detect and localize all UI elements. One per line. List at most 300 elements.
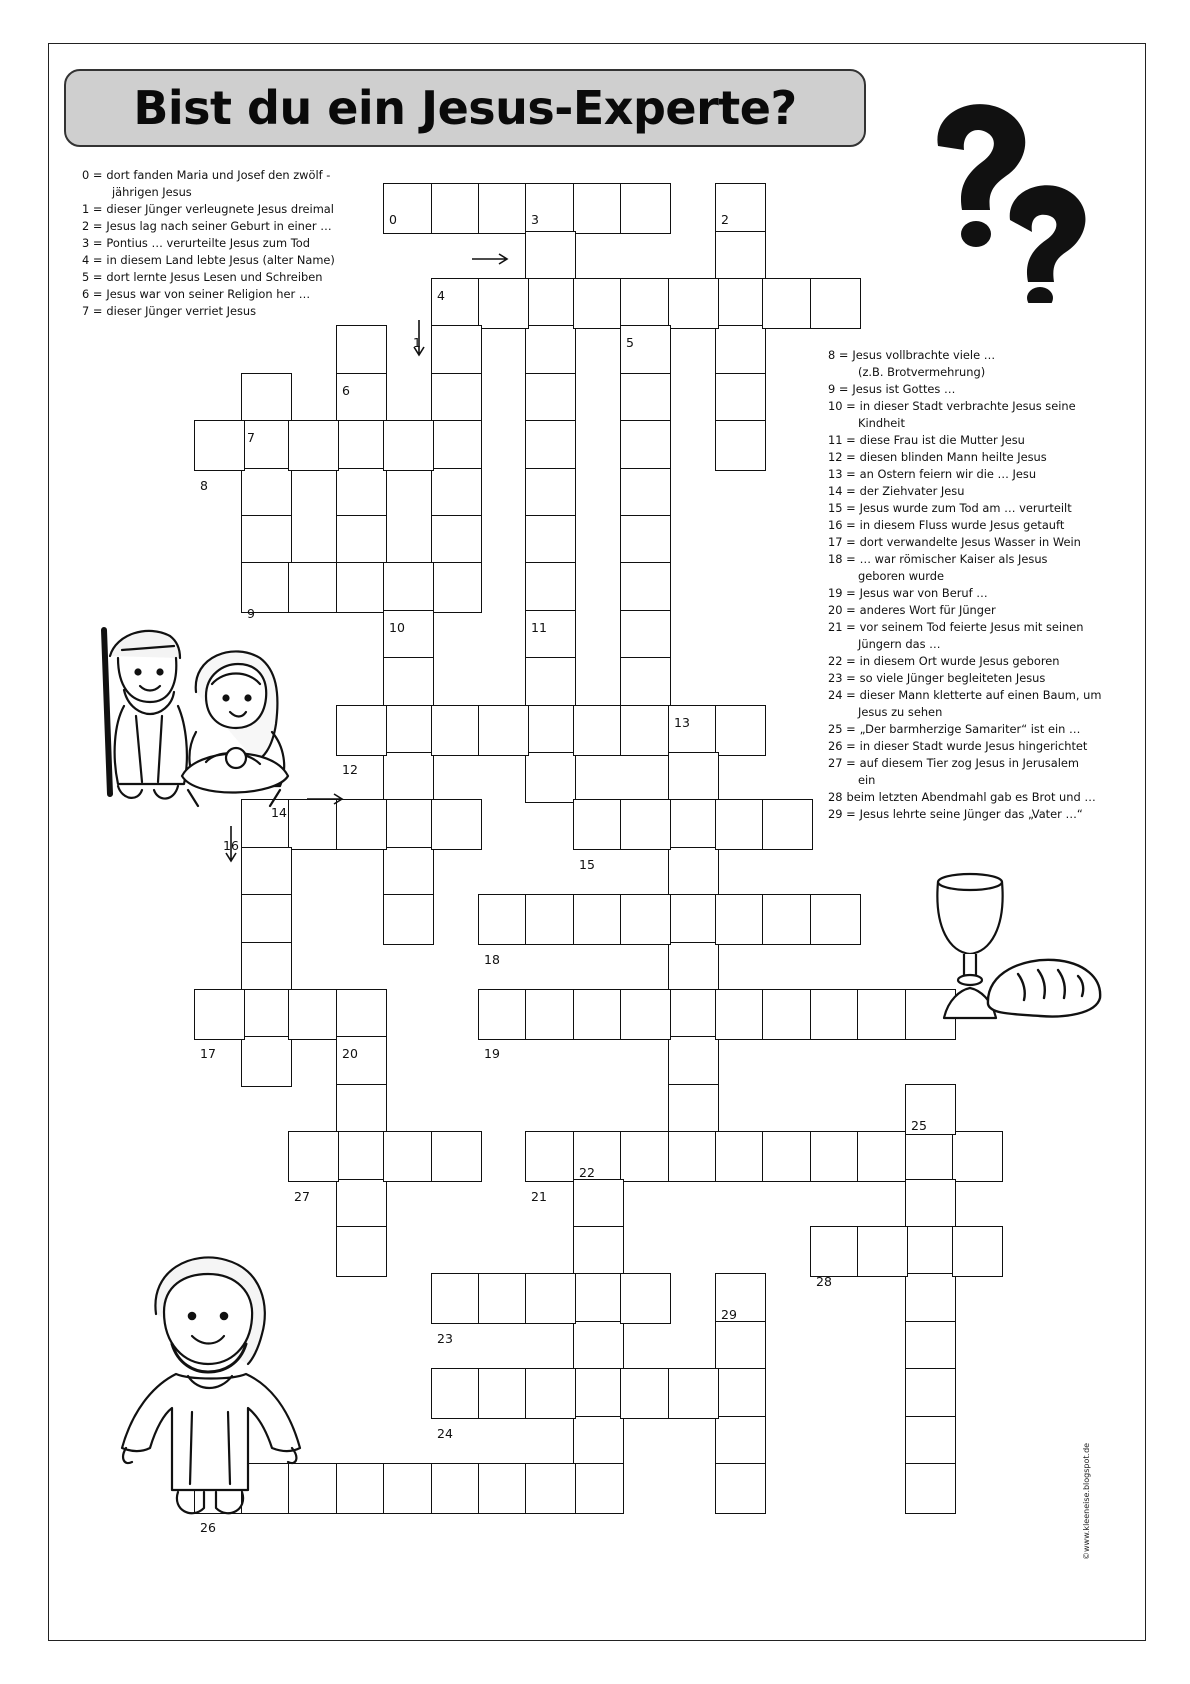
grid-cell[interactable] [620, 989, 671, 1040]
grid-cell[interactable] [241, 468, 292, 519]
grid-cell[interactable] [241, 894, 292, 945]
clue-number: 21 = [828, 620, 856, 634]
clue-number: 4 = [82, 253, 103, 267]
grid-cell[interactable] [573, 1179, 624, 1230]
clue-text-continued: (z.B. Brotvermehrung) [858, 365, 986, 379]
grid-cell[interactable] [715, 278, 766, 329]
grid-cell[interactable] [620, 1131, 671, 1182]
grid-cell[interactable] [715, 183, 766, 234]
clue-item [828, 534, 1101, 551]
clue-text: beim letzten Abendmahl gab es Brot und … [846, 790, 1096, 804]
grid-cell[interactable] [525, 610, 576, 661]
grid-cell[interactable] [525, 1368, 576, 1419]
grid-cell[interactable] [857, 989, 908, 1040]
grid-cell[interactable] [620, 420, 671, 471]
clue-number-label: 20 [342, 1046, 358, 1061]
grid-cell[interactable] [857, 1226, 908, 1277]
grid-cell[interactable] [668, 942, 719, 993]
grid-cell[interactable] [478, 705, 529, 756]
grid-cell[interactable] [857, 1131, 908, 1182]
clue-number-label: 3 [531, 212, 539, 227]
grid-cell[interactable] [336, 420, 387, 471]
clue-item [828, 432, 1101, 449]
clue-number: 5 = [82, 270, 103, 284]
grid-cell[interactable] [620, 894, 671, 945]
clue-item [828, 483, 1101, 500]
clue-item [828, 602, 1101, 619]
clue-text-continued: geboren wurde [858, 569, 944, 583]
clue-number: 18 = [828, 552, 856, 566]
grid-cell[interactable] [715, 325, 766, 376]
clue-number-label: 22 [579, 1165, 595, 1180]
clue-number-label: 18 [484, 952, 500, 967]
clue-text: Jesus wurde zum Tod am … verurteilt [859, 501, 1072, 515]
clue-text: Jesus lehrte seine Jünger das „Vater …“ [859, 807, 1083, 821]
grid-cell[interactable] [336, 1036, 387, 1087]
grid-cell[interactable] [383, 752, 434, 803]
grid-cell[interactable] [668, 894, 719, 945]
grid-cell[interactable] [715, 1273, 766, 1324]
clue-item [828, 551, 1101, 585]
grid-cell[interactable] [715, 705, 766, 756]
grid-cell[interactable] [762, 989, 813, 1040]
clue-text: vor seinem Tod feierte Jesus mit seinen [859, 620, 1084, 634]
clue-item [828, 738, 1101, 755]
grid-cell[interactable] [288, 420, 339, 471]
clue-number-label: 25 [911, 1118, 927, 1133]
grid-cell[interactable] [620, 1273, 671, 1324]
grid-cell[interactable] [573, 1273, 624, 1324]
clue-number-label: 23 [437, 1331, 453, 1346]
clue-item [828, 517, 1101, 534]
clue-number: 6 = [82, 287, 103, 301]
grid-cell[interactable] [288, 562, 339, 613]
clue-text: Jesus vollbrachte viele … [852, 348, 996, 362]
clue-item [82, 235, 335, 252]
grid-cell[interactable] [525, 231, 576, 282]
grid-cell[interactable] [431, 1273, 482, 1324]
clue-item [82, 252, 335, 269]
grid-cell[interactable] [668, 799, 719, 850]
grid-cell[interactable] [336, 562, 387, 613]
clue-number-label: 11 [531, 620, 547, 635]
grid-cell[interactable] [478, 894, 529, 945]
grid-cell[interactable] [336, 1463, 387, 1514]
grid-cell[interactable] [336, 515, 387, 566]
clue-number: 27 = [828, 756, 856, 770]
grid-cell[interactable] [431, 1368, 482, 1419]
grid-cell[interactable] [241, 515, 292, 566]
clue-number-label: 12 [342, 762, 358, 777]
clue-text: Jesus ist Gottes … [852, 382, 956, 396]
grid-cell[interactable] [431, 1131, 482, 1182]
grid-cell[interactable] [336, 325, 387, 376]
grid-cell[interactable] [525, 468, 576, 519]
grid-cell[interactable] [525, 894, 576, 945]
grid-cell[interactable] [336, 989, 387, 1040]
clue-list-right [828, 347, 1101, 823]
grid-cell[interactable] [525, 373, 576, 424]
clue-item [828, 789, 1101, 806]
grid-cell[interactable] [288, 989, 339, 1040]
grid-cell[interactable] [478, 1463, 529, 1514]
grid-cell[interactable] [383, 894, 434, 945]
clue-item [82, 303, 335, 320]
clue-number-label: 28 [816, 1274, 832, 1289]
grid-cell[interactable] [525, 325, 576, 376]
grid-cell[interactable] [525, 657, 576, 708]
grid-cell[interactable] [383, 847, 434, 898]
grid-cell[interactable] [383, 657, 434, 708]
clue-item [828, 449, 1101, 466]
clue-text: in dieser Stadt verbrachte Jesus seine [859, 399, 1076, 413]
grid-cell[interactable] [620, 468, 671, 519]
clue-number: 9 = [828, 382, 849, 396]
clue-number: 14 = [828, 484, 856, 498]
clue-number-label: 13 [674, 715, 690, 730]
clue-item [82, 218, 335, 235]
grid-cell[interactable] [194, 989, 245, 1040]
clue-number: 20 = [828, 603, 856, 617]
clue-number: 7 = [82, 304, 103, 318]
grid-cell[interactable] [573, 278, 624, 329]
grid-cell[interactable] [905, 1273, 956, 1324]
clue-number: 25 = [828, 722, 856, 736]
clue-number-label: 4 [437, 288, 445, 303]
grid-cell[interactable] [905, 1131, 956, 1182]
grid-cell[interactable] [431, 799, 482, 850]
grid-cell[interactable] [573, 1463, 624, 1514]
grid-cell[interactable] [431, 373, 482, 424]
clue-number: 8 = [828, 348, 849, 362]
clue-text: dieser Jünger verriet Jesus [106, 304, 257, 318]
grid-cell[interactable] [383, 799, 434, 850]
grid-cell[interactable] [241, 562, 292, 613]
grid-cell[interactable] [668, 1131, 719, 1182]
grid-cell[interactable] [288, 1131, 339, 1182]
grid-cell[interactable] [478, 1273, 529, 1324]
bread-loaf-icon [984, 952, 1104, 1022]
grid-cell[interactable] [952, 1131, 1003, 1182]
grid-cell[interactable] [525, 278, 576, 329]
clue-text: dort fanden Maria und Josef den zwölf - [106, 168, 331, 182]
clue-number: 12 = [828, 450, 856, 464]
grid-cell[interactable] [668, 1084, 719, 1135]
clue-number: 15 = [828, 501, 856, 515]
grid-cell[interactable] [241, 989, 292, 1040]
grid-cell[interactable] [525, 562, 576, 613]
clue-number-label: 0 [389, 212, 397, 227]
grid-cell[interactable] [573, 183, 624, 234]
grid-cell[interactable] [905, 1084, 956, 1135]
clue-text: in dieser Stadt wurde Jesus hingerichtet [859, 739, 1088, 753]
grid-cell[interactable] [810, 1226, 861, 1277]
clue-text: so viele Jünger begleiteten Jesus [859, 671, 1046, 685]
grid-cell[interactable] [241, 373, 292, 424]
grid-cell[interactable] [336, 1084, 387, 1135]
grid-cell[interactable] [431, 183, 482, 234]
grid-cell[interactable] [431, 468, 482, 519]
clue-number: 13 = [828, 467, 856, 481]
clue-item [828, 721, 1101, 738]
grid-cell[interactable] [383, 705, 434, 756]
grid-cell[interactable] [478, 183, 529, 234]
grid-cell[interactable] [810, 894, 861, 945]
grid-cell[interactable] [573, 989, 624, 1040]
clue-number: 16 = [828, 518, 856, 532]
clue-text: der Ziehvater Jesu [859, 484, 965, 498]
grid-cell[interactable] [620, 515, 671, 566]
grid-cell[interactable] [668, 705, 719, 756]
grid-cell[interactable] [715, 1416, 766, 1467]
clue-number-label: 8 [200, 478, 208, 493]
grid-cell[interactable] [336, 1179, 387, 1230]
clue-number: 24 = [828, 688, 856, 702]
grid-cell[interactable] [952, 1226, 1003, 1277]
grid-cell[interactable] [383, 1131, 434, 1182]
grid-cell[interactable] [431, 562, 482, 613]
grid-cell[interactable] [241, 420, 292, 471]
clue-number-label: 26 [200, 1520, 216, 1535]
grid-cell[interactable] [905, 1463, 956, 1514]
grid-cell[interactable] [383, 562, 434, 613]
clue-text: dieser Jünger verleugnete Jesus dreimal [106, 202, 334, 216]
grid-cell[interactable] [478, 278, 529, 329]
grid-cell[interactable] [620, 657, 671, 708]
clue-number: 19 = [828, 586, 856, 600]
grid-cell[interactable] [573, 1226, 624, 1277]
grid-cell[interactable] [336, 799, 387, 850]
clue-number: 17 = [828, 535, 856, 549]
grid-cell[interactable] [573, 1131, 624, 1182]
clue-number: 29 = [828, 807, 856, 821]
grid-cell[interactable] [525, 752, 576, 803]
clue-item [828, 806, 1101, 823]
grid-cell[interactable] [810, 278, 861, 329]
grid-cell[interactable] [620, 799, 671, 850]
clue-text: anderes Wort für Jünger [859, 603, 996, 617]
clue-text: in diesem Fluss wurde Jesus getauft [859, 518, 1065, 532]
clue-number-label: 1 [413, 335, 421, 350]
grid-cell[interactable] [762, 278, 813, 329]
clue-text: Jesus lag nach seiner Geburt in einer … [106, 219, 332, 233]
grid-cell[interactable] [762, 799, 813, 850]
grid-cell[interactable] [431, 705, 482, 756]
clue-text-continued: Jüngern das … [858, 637, 941, 651]
grid-cell[interactable] [431, 1463, 482, 1514]
grid-cell[interactable] [431, 325, 482, 376]
clue-item [828, 619, 1101, 653]
clue-item [828, 585, 1101, 602]
clue-item [828, 500, 1101, 517]
grid-cell[interactable] [573, 894, 624, 945]
grid-cell[interactable] [715, 1463, 766, 1514]
clue-item [828, 755, 1101, 789]
grid-cell[interactable] [383, 610, 434, 661]
clue-item [82, 167, 335, 201]
clue-item [828, 670, 1101, 687]
grid-cell[interactable] [431, 515, 482, 566]
grid-cell[interactable] [668, 278, 719, 329]
grid-cell[interactable] [478, 1368, 529, 1419]
grid-cell[interactable] [715, 373, 766, 424]
grid-cell[interactable] [668, 989, 719, 1040]
jesus-figure-icon [112, 1252, 312, 1528]
grid-cell[interactable] [715, 989, 766, 1040]
grid-cell[interactable] [336, 705, 387, 756]
grid-cell[interactable] [336, 373, 387, 424]
grid-cell[interactable] [336, 468, 387, 519]
grid-cell[interactable] [573, 1368, 624, 1419]
grid-cell[interactable] [573, 1416, 624, 1467]
grid-cell[interactable] [668, 1368, 719, 1419]
grid-cell[interactable] [431, 420, 482, 471]
grid-cell[interactable] [620, 373, 671, 424]
grid-cell[interactable] [715, 1131, 766, 1182]
clue-number: 1 = [82, 202, 103, 216]
grid-cell[interactable] [573, 799, 624, 850]
grid-cell[interactable] [241, 942, 292, 993]
clue-item [828, 687, 1101, 721]
clue-number: 10 = [828, 399, 856, 413]
clue-number: 3 = [82, 236, 103, 250]
clue-number-label: 17 [200, 1046, 216, 1061]
clue-number: 26 = [828, 739, 856, 753]
clue-text-continued: Jesus zu sehen [858, 705, 943, 719]
grid-cell[interactable] [810, 989, 861, 1040]
page-title: Bist du ein Jesus-Experte? [133, 81, 797, 135]
clue-text: dort verwandelte Jesus Wasser in Wein [859, 535, 1081, 549]
grid-cell[interactable] [715, 894, 766, 945]
clue-number-label: 14 [271, 805, 287, 820]
grid-cell[interactable] [383, 420, 434, 471]
grid-cell[interactable] [810, 1131, 861, 1182]
grid-cell[interactable] [573, 705, 624, 756]
grid-cell[interactable] [620, 610, 671, 661]
grid-cell[interactable] [431, 278, 482, 329]
grid-cell[interactable] [194, 420, 245, 471]
clue-text-continued: ein [858, 773, 876, 787]
clue-text: dieser Mann kletterte auf einen Baum, um [859, 688, 1102, 702]
grid-cell[interactable] [620, 278, 671, 329]
clue-text: Jesus war von seiner Religion her … [106, 287, 311, 301]
clue-item [828, 398, 1101, 432]
clue-number-label: 19 [484, 1046, 500, 1061]
grid-cell[interactable] [525, 1463, 576, 1514]
clue-text: diese Frau ist die Mutter Jesu [859, 433, 1025, 447]
clue-item [828, 347, 1101, 381]
grid-cell[interactable] [525, 705, 576, 756]
clue-number-label: 7 [247, 430, 255, 445]
grid-cell[interactable] [905, 1179, 956, 1230]
clue-text: auf diesem Tier zog Jesus in Jerusalem [859, 756, 1079, 770]
grid-cell[interactable] [620, 325, 671, 376]
clue-number-label: 10 [389, 620, 405, 635]
grid-cell[interactable] [668, 847, 719, 898]
title-banner [64, 69, 866, 147]
grid-cell[interactable] [762, 1131, 813, 1182]
grid-cell[interactable] [525, 989, 576, 1040]
grid-cell[interactable] [336, 1131, 387, 1182]
grid-cell[interactable] [715, 1368, 766, 1419]
grid-cell[interactable] [715, 231, 766, 282]
grid-cell[interactable] [715, 1321, 766, 1372]
grid-cell[interactable] [620, 183, 671, 234]
clue-item [828, 466, 1101, 483]
grid-cell[interactable] [336, 1226, 387, 1277]
question-mark-icon [918, 98, 1088, 303]
clue-number-label: 15 [579, 857, 595, 872]
clue-number: 23 = [828, 671, 856, 685]
grid-cell[interactable] [715, 420, 766, 471]
clue-number: 28 [828, 790, 843, 804]
grid-cell[interactable] [478, 989, 529, 1040]
grid-cell[interactable] [383, 183, 434, 234]
grid-cell[interactable] [573, 1321, 624, 1372]
grid-cell[interactable] [241, 1036, 292, 1087]
clue-number-label: 27 [294, 1189, 310, 1204]
clue-text: in diesem Land lebte Jesus (alter Name) [106, 253, 335, 267]
clue-number-label: 24 [437, 1426, 453, 1441]
clue-text-continued: Kindheit [858, 416, 905, 430]
clue-number-label: 2 [721, 212, 729, 227]
clue-number-label: 21 [531, 1189, 547, 1204]
clue-text: an Ostern feiern wir die … Jesu [859, 467, 1037, 481]
grid-cell[interactable] [905, 1321, 956, 1372]
clue-number: 11 = [828, 433, 856, 447]
grid-cell[interactable] [668, 1036, 719, 1087]
clue-list-left [82, 167, 335, 320]
grid-cell[interactable] [620, 705, 671, 756]
clue-item [82, 269, 335, 286]
clue-text: diesen blinden Mann heilte Jesus [859, 450, 1047, 464]
clue-number-label: 9 [247, 606, 255, 621]
grid-cell[interactable] [525, 1131, 576, 1182]
grid-cell[interactable] [905, 1226, 956, 1277]
grid-cell[interactable] [241, 847, 292, 898]
grid-cell[interactable] [762, 894, 813, 945]
clue-item [82, 286, 335, 303]
grid-cell[interactable] [905, 1416, 956, 1467]
clue-text: in diesem Ort wurde Jesus geboren [859, 654, 1060, 668]
grid-cell[interactable] [525, 1273, 576, 1324]
clue-number-label: 5 [626, 335, 634, 350]
grid-cell[interactable] [525, 515, 576, 566]
mary-with-baby-icon [176, 640, 296, 810]
clue-number: 2 = [82, 219, 103, 233]
clue-text: Pontius … verurteilte Jesus zum Tod [106, 236, 310, 250]
grid-cell[interactable] [620, 1368, 671, 1419]
clue-number: 22 = [828, 654, 856, 668]
grid-cell[interactable] [715, 799, 766, 850]
grid-cell[interactable] [383, 1463, 434, 1514]
clue-text: „Der barmherzige Samariter“ ist ein … [859, 722, 1081, 736]
clue-number: 0 = [82, 168, 103, 182]
clue-text: Jesus war von Beruf … [859, 586, 988, 600]
grid-cell[interactable] [525, 420, 576, 471]
clue-item [82, 201, 335, 218]
clue-item [828, 653, 1101, 670]
grid-cell[interactable] [905, 1368, 956, 1419]
credit-text: ©www.kleeneise.blogspot.de [1082, 1442, 1091, 1560]
grid-cell[interactable] [620, 562, 671, 613]
clue-number-label: 6 [342, 383, 350, 398]
grid-cell[interactable] [525, 183, 576, 234]
grid-cell[interactable] [668, 752, 719, 803]
clue-text-continued: jährigen Jesus [112, 185, 192, 199]
clue-item [828, 381, 1101, 398]
clue-number-label: 16 [223, 838, 239, 853]
